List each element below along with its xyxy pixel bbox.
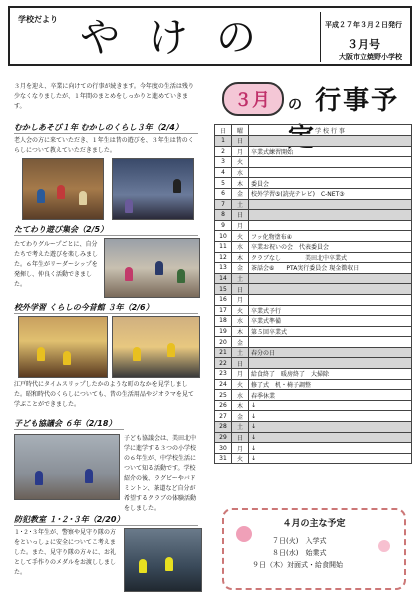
schedule-event: 春分の日 <box>249 347 412 358</box>
schedule-day: 11 <box>215 241 232 252</box>
person-figure <box>139 559 147 573</box>
section-title-kyougikai: 子ども協議会 ６年（2/18） <box>14 418 124 430</box>
divider <box>320 12 321 62</box>
schedule-table <box>214 124 412 464</box>
schedule-title-text: 行事予 <box>315 86 400 116</box>
schedule-row <box>215 326 412 337</box>
schedule-event <box>249 220 412 231</box>
schedule-row <box>215 210 412 221</box>
schedule-day: 13 <box>215 263 232 274</box>
month-bubble <box>222 82 284 116</box>
person-figure <box>125 199 133 213</box>
section-text-bouhan: １･２･３年生が、警察や見守り隊の方をといっしょに安全についてこ考えました。また、見守り隊の方々に、お礼として手作りのメダルをお渡ししました。 <box>14 529 117 576</box>
schedule-row <box>215 453 412 464</box>
schedule-event: ↓ <box>249 411 412 422</box>
issue-number: ３月号 <box>347 38 380 51</box>
newsletter-title: やけの <box>80 15 284 61</box>
section-text-tatewari: たてわりグループごとに、自分たちで考えた遊びを楽しみました。６年生がリーダーシップを発揮し、仲良く活動できました。 <box>14 241 98 288</box>
schedule-day: 18 <box>215 316 232 327</box>
schedule-event: ↓ <box>249 453 412 464</box>
schedule-event <box>249 157 412 168</box>
schedule-weekday: 土 <box>232 422 249 433</box>
schedule-day: 8 <box>215 210 232 221</box>
schedule-weekday: 日 <box>232 284 249 295</box>
schedule-weekday: 土 <box>232 273 249 284</box>
schedule-day: 23 <box>215 369 232 380</box>
section-title-mukashi: むかしあそび１年 むかしのくらし３年（2/4） <box>14 122 198 134</box>
schedule-day: 7 <box>215 199 232 210</box>
schedule-day: 22 <box>215 358 232 369</box>
schedule-weekday: 木 <box>232 178 249 189</box>
schedule-weekday: 日 <box>232 210 249 221</box>
schedule-weekday: 月 <box>232 369 249 380</box>
schedule-day: 17 <box>215 305 232 316</box>
photo-mukashi-asobi <box>22 158 104 220</box>
schedule-row <box>215 390 412 401</box>
schedule-weekday: 水 <box>232 241 249 252</box>
schedule-event: 委員会 <box>249 178 412 189</box>
masthead <box>8 6 412 66</box>
person-figure <box>133 347 141 361</box>
section-title-bouhan: 防犯教室 １･２･３年（2/20） <box>14 514 198 526</box>
schedule-event <box>249 284 412 295</box>
newsletter-label: 学校だより <box>18 15 58 24</box>
schedule-weekday: 火 <box>232 453 249 464</box>
schedule-event: ↓ <box>249 422 412 433</box>
schedule-row <box>215 241 412 252</box>
schedule-event <box>249 136 412 147</box>
photo-bouhan <box>124 528 202 592</box>
schedule-event: 卒業お祝いの会 代表委員会 <box>249 241 412 252</box>
schedule-day: 25 <box>215 390 232 401</box>
section-text-kyougikai: 子ども協議会は、美田北中学に進学する３つの小学校の６年生が、中学校生活について知る活動です。学校紹介の後、ラグビーやバドミントン、茶道など自分が希望するクラブの体験活動をしました。 <box>124 435 197 512</box>
schedule-event: 第５回卒業式 <box>249 326 412 337</box>
person-figure <box>37 347 45 361</box>
schedule-event: 卒業式練習開始 <box>249 146 412 157</box>
schedule-row <box>215 231 412 242</box>
col-day: 日 <box>215 125 232 136</box>
schedule-event <box>249 337 412 348</box>
schedule-row <box>215 316 412 327</box>
schedule-day: 21 <box>215 347 232 358</box>
schedule-month: ３月 <box>234 90 270 111</box>
schedule-weekday: 木 <box>232 326 249 337</box>
person-figure <box>125 267 133 281</box>
schedule-event: ↓ <box>249 432 412 443</box>
section-title-tatewari: たてわり遊び集会（2/5） <box>14 224 198 236</box>
schedule-day: 20 <box>215 337 232 348</box>
schedule-weekday: 月 <box>232 294 249 305</box>
schedule-event <box>249 273 412 284</box>
schedule-day: 19 <box>215 326 232 337</box>
schedule-weekday: 金 <box>232 188 249 199</box>
schedule-event: ↓ <box>249 400 412 411</box>
schedule-event: 給食終了 暖房終了 大掃除 <box>249 369 412 380</box>
april-item: ９日（木）対面式・給食開始 <box>252 561 343 569</box>
schedule-event: 卒業式予行 <box>249 305 412 316</box>
photo-kyougikai <box>14 434 120 500</box>
schedule-weekday: 木 <box>232 400 249 411</box>
schedule-day: 6 <box>215 188 232 199</box>
schedule-day: 30 <box>215 443 232 454</box>
schedule-weekday: 火 <box>232 379 249 390</box>
schedule-weekday: 土 <box>232 347 249 358</box>
schedule-weekday: 日 <box>232 136 249 147</box>
schedule-row <box>215 411 412 422</box>
april-item: ８日(水) 始業式 <box>272 549 327 557</box>
schedule-row <box>215 136 412 147</box>
person-figure <box>57 185 65 199</box>
schedule-day: 2 <box>215 146 232 157</box>
col-event: 学 校 行 事 <box>249 125 412 136</box>
person-figure <box>167 343 175 357</box>
issue-date: 平成２７年３月２日発行 <box>325 21 402 29</box>
schedule-weekday: 月 <box>232 146 249 157</box>
photo-tatewari <box>104 238 200 298</box>
section-text-mukashi: 老人会の方に来ていただき、１年生は昔の遊びを、３年生は昔のくらしについて教えていただきました。 <box>14 137 194 154</box>
schedule-event: 茶話会⑥ PTA実行委員会 現金徴収日 <box>249 263 412 274</box>
person-figure <box>79 191 87 205</box>
schedule-event <box>249 294 412 305</box>
schedule-event: 修了式 机・椅子調整 <box>249 379 412 390</box>
schedule-weekday: 火 <box>232 305 249 316</box>
schedule-day: 24 <box>215 379 232 390</box>
schedule-weekday: 月 <box>232 220 249 231</box>
schedule-event <box>249 167 412 178</box>
schedule-body <box>215 136 412 464</box>
schedule-weekday: 金 <box>232 337 249 348</box>
person-figure <box>63 351 71 365</box>
person-figure <box>177 269 185 283</box>
schedule-weekday: 水 <box>232 390 249 401</box>
schedule-event: 校外学習⑤(読売テレビ) C-NET③ <box>249 188 412 199</box>
schedule-row <box>215 263 412 274</box>
photo-mukashi-kurashi <box>112 158 194 220</box>
schedule-weekday: 水 <box>232 316 249 327</box>
schedule-day: 4 <box>215 167 232 178</box>
schedule-no: の <box>288 97 304 113</box>
april-plans-box <box>222 508 406 590</box>
schedule-row <box>215 358 412 369</box>
schedule-event: ↓ <box>249 443 412 454</box>
schedule-day: 15 <box>215 284 232 295</box>
schedule-day: 10 <box>215 231 232 242</box>
schedule-row <box>215 199 412 210</box>
schedule-day: 16 <box>215 294 232 305</box>
person-figure <box>155 261 163 275</box>
photo-kougai-2 <box>112 316 200 378</box>
schedule-weekday: 日 <box>232 432 249 443</box>
schedule-weekday: 土 <box>232 199 249 210</box>
schedule-day: 28 <box>215 422 232 433</box>
schedule-row <box>215 347 412 358</box>
schedule-row <box>215 273 412 284</box>
person-figure <box>35 471 43 485</box>
schedule-weekday: 金 <box>232 263 249 274</box>
person-figure <box>37 189 45 203</box>
person-figure <box>85 469 93 483</box>
schedule-row <box>215 284 412 295</box>
schedule-day: 29 <box>215 432 232 443</box>
schedule-day: 14 <box>215 273 232 284</box>
schedule-row <box>215 432 412 443</box>
schedule-row <box>215 294 412 305</box>
schedule-weekday: 火 <box>232 157 249 168</box>
flower-icon <box>378 540 390 552</box>
schedule-day: 27 <box>215 411 232 422</box>
schedule-event: クラブなし 美田北中卒業式 <box>249 252 412 263</box>
april-title: ４月の主な予定 <box>282 519 346 529</box>
schedule-weekday: 水 <box>232 167 249 178</box>
schedule-row <box>215 369 412 380</box>
schedule-row <box>215 167 412 178</box>
april-item: ７日(火) 入学式 <box>272 537 327 545</box>
schedule-day: 31 <box>215 453 232 464</box>
schedule-row <box>215 305 412 316</box>
schedule-heading <box>222 78 412 116</box>
schedule-day: 1 <box>215 136 232 147</box>
schedule-header-row <box>215 125 412 136</box>
schedule-weekday: 月 <box>232 443 249 454</box>
schedule-day: 12 <box>215 252 232 263</box>
schedule-event: フッ化物塗布④ <box>249 231 412 242</box>
schedule-row <box>215 157 412 168</box>
schedule-row <box>215 178 412 189</box>
schedule-event: 春季休業 <box>249 390 412 401</box>
schedule-event: 卒業式準備 <box>249 316 412 327</box>
schedule-row <box>215 400 412 411</box>
schedule-weekday: 日 <box>232 358 249 369</box>
school-name: 大阪市立焼野小学校 <box>339 53 402 61</box>
schedule-day: 3 <box>215 157 232 168</box>
schedule-row <box>215 443 412 454</box>
schedule-row <box>215 146 412 157</box>
schedule-weekday: 金 <box>232 411 249 422</box>
person-figure <box>165 557 173 571</box>
schedule-row <box>215 188 412 199</box>
person-figure <box>173 179 181 193</box>
schedule-row <box>215 337 412 348</box>
photo-kougai-1 <box>18 316 108 378</box>
schedule-day: 5 <box>215 178 232 189</box>
schedule-weekday: 火 <box>232 231 249 242</box>
schedule-event <box>249 210 412 221</box>
schedule-row <box>215 220 412 231</box>
section-title-kougai: 校外学習 くらしの今昔館 ３年（2/6） <box>14 302 198 314</box>
schedule-day: 9 <box>215 220 232 231</box>
schedule-event <box>249 358 412 369</box>
schedule-row <box>215 422 412 433</box>
schedule-row <box>215 252 412 263</box>
intro-text: ３月を迎え、卒業に向けての行事が続きます。今年度の生活は残り少なくなりましたが、１年間のまとめをしっかりと進めていきます。 <box>14 83 194 110</box>
col-weekday: 曜 <box>232 125 249 136</box>
schedule-weekday: 木 <box>232 252 249 263</box>
schedule-day: 26 <box>215 400 232 411</box>
section-text-kougai: 江戸時代にタイムスリップしたかのような町のなかを見学しました。昭和時代のくらしについても、昔の生活用品やジオラマを見て学ぶことができました。 <box>14 381 194 408</box>
schedule-row <box>215 379 412 390</box>
schedule-event <box>249 199 412 210</box>
